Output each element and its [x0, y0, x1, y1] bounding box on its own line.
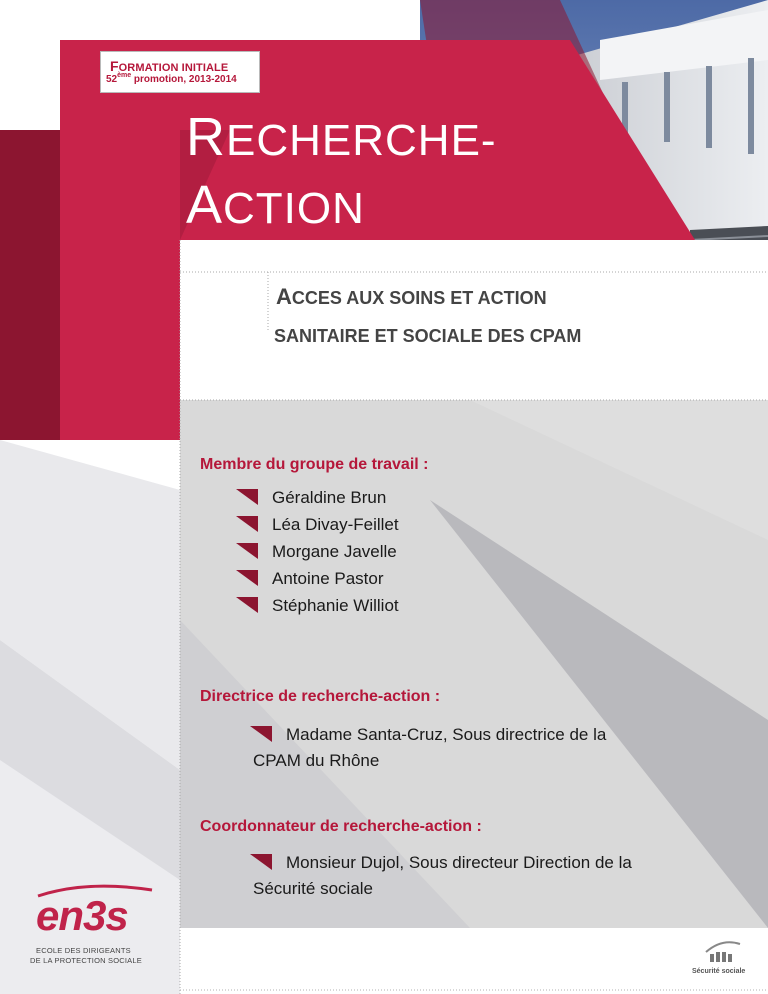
list-item: Stéphanie Williot: [236, 592, 399, 619]
badge-title: FORMATION INITIALE: [110, 58, 229, 74]
securite-sociale-logo: [690, 938, 760, 988]
list-item: Géraldine Brun: [236, 484, 399, 511]
title-line-2: ACTION: [186, 175, 365, 235]
coordinator-heading: Coordonnateur de recherche-action :: [200, 818, 482, 835]
list-item: Antoine Pastor: [236, 565, 399, 592]
director-heading: Directrice de recherche-action :: [200, 688, 441, 705]
triangle-bullet-icon: [236, 489, 258, 505]
coordinator-text: Monsieur Dujol, Sous directeur Direction de la Sécurité sociale: [250, 850, 730, 902]
list-item: Morgane Javelle: [236, 538, 399, 565]
subtitle-line-1: ACCES AUX SOINS ET ACTION: [276, 284, 547, 309]
members-list: [236, 484, 399, 619]
en3s-wordmark: en3s: [36, 892, 128, 939]
badge-promotion: 52ème promotion, 2013-2014: [106, 72, 237, 85]
subtitle-line-2: SANITAIRE ET SOCIALE DES CPAM: [274, 326, 582, 346]
triangle-bullet-icon: [236, 543, 258, 559]
en3s-logo: [30, 880, 160, 970]
director-text: Madame Santa-Cruz, Sous directrice de la CPAM du Rhône: [250, 722, 710, 774]
triangle-bullet-icon: [236, 570, 258, 586]
triangle-bullet-icon: [250, 726, 272, 742]
triangle-bullet-icon: [236, 516, 258, 532]
title-line-1: RECHERCHE-: [186, 107, 497, 167]
securite-sociale-label: Sécurité sociale: [692, 968, 746, 975]
triangle-bullet-icon: [236, 597, 258, 613]
securite-sociale-emblem-icon: [702, 938, 742, 966]
triangle-bullet-icon: [250, 854, 272, 870]
list-item: Léa Divay-Feillet: [236, 511, 399, 538]
members-heading: Membre du groupe de travail :: [200, 456, 429, 473]
en3s-subtitle: ECOLE DES DIRIGEANTS DE LA PROTECTION SOCIALE: [30, 946, 142, 965]
